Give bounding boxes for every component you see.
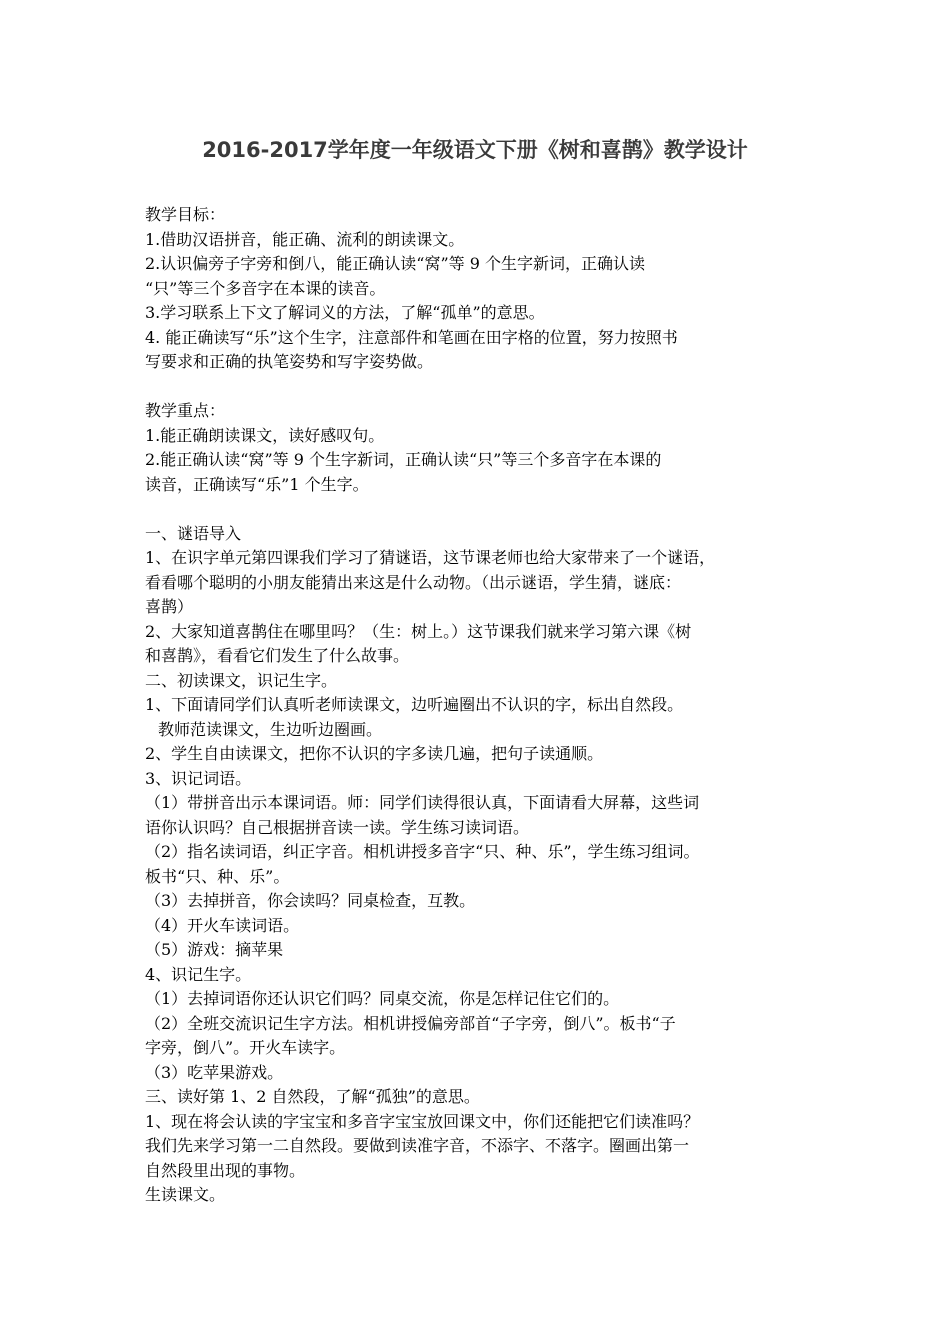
text-line: 1.能正确朗读课文，读好感叹句。 bbox=[145, 425, 385, 445]
text-line: （1）带拼音出示本课词语。师：同学们读得很认真，下面请看大屏幕，这些词 bbox=[145, 793, 700, 812]
text-line: （5）游戏：摘苹果 bbox=[145, 940, 284, 959]
text-line: 自然段里出现的事物。 bbox=[145, 1160, 306, 1180]
text-line: 1、现在将会认读的字宝宝和多音字宝宝放回课文中，你们还能把它们读准吗？ bbox=[145, 1111, 700, 1131]
text-line: 2、大家知道喜鹊住在哪里吗？（生：树上。）这节课我们就来学习第六课《树 bbox=[145, 621, 692, 641]
document-body bbox=[145, 203, 825, 1208]
text-line: 2、学生自由读课文，把你不认识的字多读几遍，把句子读通顺。 bbox=[145, 744, 604, 763]
text-line: 4、识记生字。 bbox=[145, 964, 252, 984]
text-line: 1.借助汉语拼音，能正确、流利的朗读课文。 bbox=[145, 229, 465, 249]
text-line: 一、谜语导入 bbox=[145, 523, 242, 543]
text-line: （2）全班交流识记生字方法。相机讲授偏旁部首“子字旁，倒八”。板书“子 bbox=[145, 1013, 676, 1033]
text-line: 我们先来学习第一二自然段。要做到读准字音，不添字、不落字。圈画出第一 bbox=[145, 1136, 690, 1155]
text-line: 生读课文。 bbox=[145, 1185, 226, 1204]
text-line: 三、读好第 1、2 自然段，了解“孤独”的意思。 bbox=[145, 1087, 480, 1106]
text-line: 2.认识偏旁子字旁和倒八，能正确认读“窝”等 9 个生字新词，正确认读 bbox=[145, 254, 645, 273]
text-line: 喜鹊） bbox=[145, 597, 194, 616]
text-line: 教学重点： bbox=[145, 401, 226, 420]
text-line: 看看哪个聪明的小朋友能猜出来这是什么动物。（出示谜语，学生猜，谜底： bbox=[145, 572, 682, 592]
blank-line bbox=[145, 497, 825, 522]
text-line: （3）吃苹果游戏。 bbox=[145, 1062, 284, 1082]
text-line: 1、下面请同学们认真听老师读课文，边听遍圈出不认识的字，标出自然段。 bbox=[145, 695, 684, 714]
text-line: 教师范读课文，生边听边圈画。 bbox=[158, 719, 383, 739]
text-line: 2.能正确认读“窝”等 9 个生字新词，正确认读“只”等三个多音字在本课的 bbox=[145, 450, 662, 469]
text-line: 3、识记词语。 bbox=[145, 768, 252, 788]
text-line: 和喜鹊》，看看它们发生了什么故事。 bbox=[145, 646, 410, 665]
text-line: “只”等三个多音字在本课的读音。 bbox=[145, 278, 386, 298]
text-line: 语你认识吗？自己根据拼音读一读。学生练习读词语。 bbox=[145, 817, 530, 837]
document-title: 2016-2017学年度一年级语文下册《树和喜鹊》教学设计 bbox=[202, 138, 748, 162]
text-line: 写要求和正确的执笔姿势和写字姿势做。 bbox=[145, 352, 434, 371]
text-line: 字旁，倒八”。开火车读字。 bbox=[145, 1038, 346, 1057]
blank-line bbox=[145, 375, 825, 400]
text-line: （4）开火车读词语。 bbox=[145, 915, 300, 935]
text-line: 1、在识字单元第四课我们学习了猜谜语，这节课老师也给大家带来了一个谜语， bbox=[145, 548, 716, 567]
text-line: 读音，正确读写“乐”1 个生字。 bbox=[145, 474, 369, 494]
text-line: 4. 能正确读写“乐”这个生字，注意部件和笔画在田字格的位置，努力按照书 bbox=[145, 327, 678, 347]
text-line: 板书“只、种、乐”。 bbox=[145, 866, 290, 886]
text-line: 二、初读课文，识记生字。 bbox=[145, 670, 338, 690]
text-line: 教学目标： bbox=[145, 205, 226, 224]
text-line: （1）去掉词语你还认识它们吗？同桌交流，你是怎样记住它们的。 bbox=[145, 989, 620, 1008]
text-line: （3）去掉拼音，你会读吗？同桌检查，互教。 bbox=[145, 891, 476, 910]
text-line: （2）指名读词语，纠正字音。相机讲授多音字“只、种、乐”，学生练习组词。 bbox=[145, 842, 700, 861]
text-line: 3.学习联系上下文了解词义的方法，了解“孤单”的意思。 bbox=[145, 303, 545, 322]
